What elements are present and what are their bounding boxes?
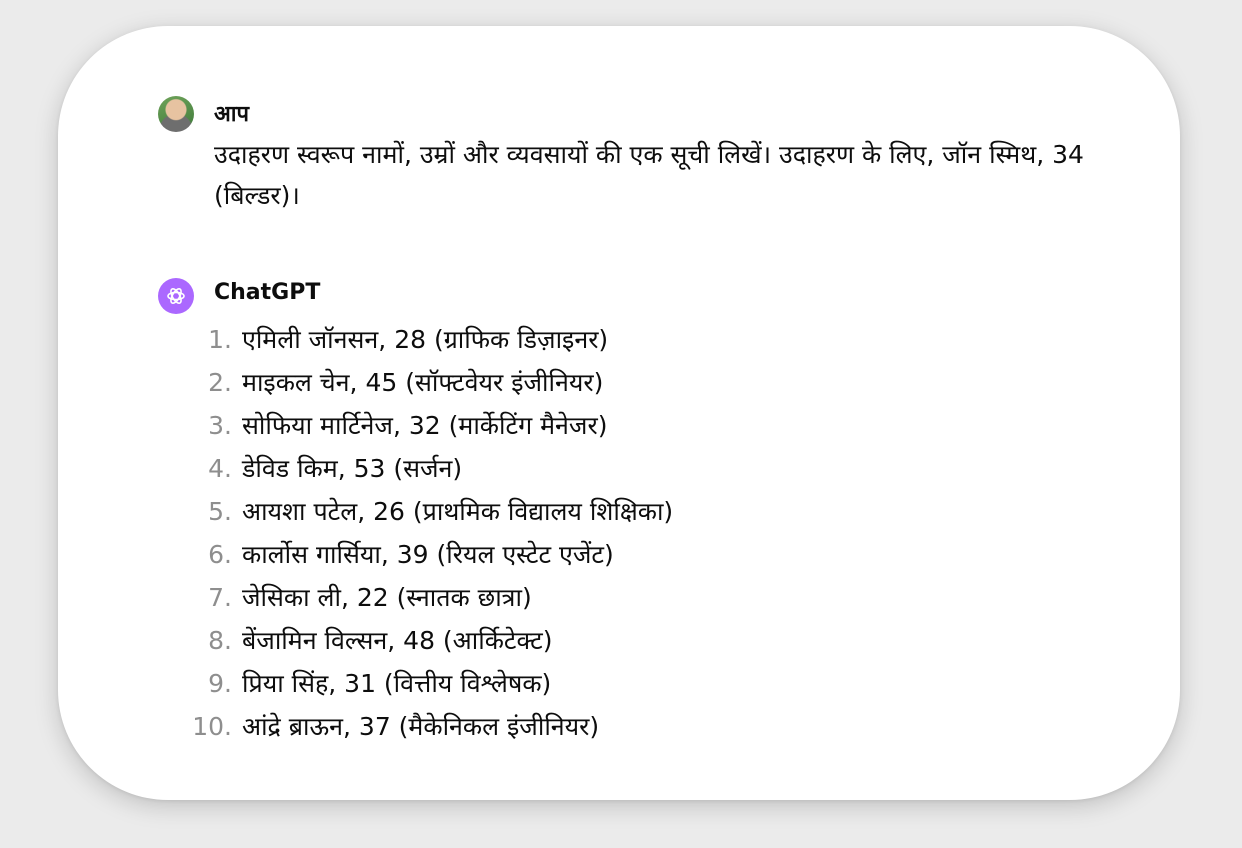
list-item-text: एमिली जॉनसन, 28 (ग्राफिक डिज़ाइनर) <box>242 325 609 354</box>
list-item-number: 10. <box>192 712 232 741</box>
list-item-text: आयशा पटेल, 26 (प्राथमिक विद्यालय शिक्षिका) <box>242 497 674 526</box>
list-item-number: 4. <box>208 454 232 483</box>
list-item-number: 5. <box>208 497 232 526</box>
list-item-number: 9. <box>208 669 232 698</box>
assistant-sender-name: ChatGPT <box>214 280 321 305</box>
chat-card <box>58 26 1180 800</box>
user-avatar <box>158 96 194 132</box>
list-item-text: बेंजामिन विल्सन, 48 (आर्किटेक्ट) <box>242 626 553 655</box>
openai-logo-icon <box>158 278 194 314</box>
list-item-text: जेसिका ली, 22 (स्नातक छात्रा) <box>242 583 532 612</box>
list-item-number: 3. <box>208 411 232 440</box>
list-item-number: 2. <box>208 368 232 397</box>
list-item-number: 7. <box>208 583 232 612</box>
list-item-text: आंद्रे ब्राऊन, 37 (मैकेनिकल इंजीनियर) <box>242 712 600 741</box>
list-item-text: प्रिया सिंह, 31 (वित्तीय विश्लेषक) <box>242 669 552 698</box>
user-sender-name: आप <box>214 102 249 127</box>
list-item-text: माइकल चेन, 45 (सॉफ्टवेयर इंजीनियर) <box>242 368 604 397</box>
list-item-number: 8. <box>208 626 232 655</box>
list-item-text: सोफिया मार्टिनेज, 32 (मार्केटिंग मैनेजर) <box>242 411 608 440</box>
user-message-text: उदाहरण स्वरूप नामों, उम्रों और व्यवसायों की एक सूची लिखें। उदाहरण के लिए, जॉन स्मिथ, 34 (बिल्डर)। <box>214 140 1084 210</box>
list-item-number: 6. <box>208 540 232 569</box>
list-item-text: डेविड किम, 53 (सर्जन) <box>242 454 463 483</box>
list-item-number: 1. <box>208 325 232 354</box>
list-item-text: कार्लोस गार्सिया, 39 (रियल एस्टेट एजेंट) <box>242 540 614 569</box>
